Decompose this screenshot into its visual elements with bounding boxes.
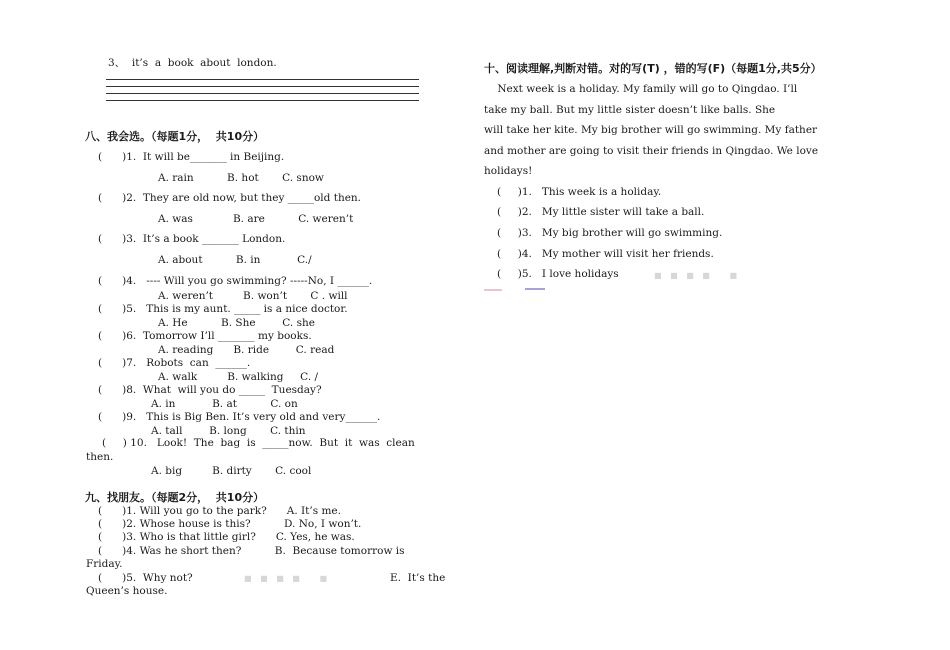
answer-line bbox=[106, 100, 419, 101]
question-7: ( )7. Robots can ______. bbox=[98, 357, 251, 369]
match-row-5-continued: Queen’s house. bbox=[86, 585, 168, 597]
match-row-4: ( )4. Was he short then? B. Because tomorrow is bbox=[98, 545, 405, 557]
judge-item-4: ( )4. My mother will visit her friends. bbox=[497, 248, 714, 260]
question-6: ( )6. Tomorrow I’ll _______ my books. bbox=[98, 330, 312, 342]
passage-line-5: holidays! bbox=[484, 165, 533, 177]
match-row-1: ( )1. Will you go to the park? A. It’s me. bbox=[98, 505, 341, 517]
question-2-options: A. was B. are C. weren’t bbox=[158, 213, 354, 225]
question-1: ( )1. It will be_______ in Beijing. bbox=[98, 151, 285, 163]
section9-header: 九、找朋友。（每题2分， 共10分） bbox=[85, 491, 265, 504]
faint-watermark: ■ ■ ■ ■ ■ bbox=[654, 271, 741, 280]
passage-line-4: and mother are going to visit their friends in Qingdao. We love bbox=[484, 145, 819, 157]
judge-item-5: ( )5. I love holidays bbox=[497, 268, 619, 280]
question-5-options: A. He B. She C. she bbox=[158, 317, 315, 329]
match-row-2: ( )2. Whose house is this? D. No, I won’t. bbox=[98, 518, 362, 530]
question-9: ( )9. This is Big Ben. It’s very old and very______. bbox=[98, 411, 381, 423]
answer-line bbox=[106, 93, 419, 94]
section8-header: 八、我会选。（每题1分， 共10分） bbox=[85, 130, 265, 143]
passage-line-3: will take her kite. My big brother will go swimming. My father bbox=[484, 124, 818, 136]
faint-mark bbox=[484, 289, 502, 291]
answer-line bbox=[106, 79, 419, 80]
passage-line-1: Next week is a holiday. My family will go to Qingdao. I’ll bbox=[484, 83, 798, 95]
question-4-options: A. weren’t B. won’t C . will bbox=[158, 290, 348, 302]
question-2: ( )2. They are old now, but they _____old then. bbox=[98, 192, 362, 204]
match-row-5: ( )5. Why not? bbox=[98, 572, 193, 584]
faint-watermark: ■ ■ ■ ■ ■ bbox=[244, 574, 331, 583]
section7-item3: 3、 it’s a book about london. bbox=[108, 57, 277, 69]
question-6-options: A. reading B. ride C. read bbox=[158, 344, 335, 356]
faint-mark bbox=[525, 288, 545, 290]
question-8: ( )8. What will you do _____ Tuesday? bbox=[98, 384, 322, 396]
judge-item-2: ( )2. My little sister will take a ball. bbox=[497, 206, 705, 218]
question-9-options: A. tall B. long C. thin bbox=[151, 425, 306, 437]
question-8-options: A. in B. at C. on bbox=[151, 398, 298, 410]
judge-item-1: ( )1. This week is a holiday. bbox=[497, 186, 662, 198]
judge-item-3: ( )3. My big brother will go swimming. bbox=[497, 227, 723, 239]
passage-line-2: take my ball. But my little sister doesn’t like balls. She bbox=[484, 104, 776, 116]
section10-header: 十、阅读理解,判断对错。对的写(T) ，错的写(F)（每题1分,共5分） bbox=[484, 62, 822, 75]
question-3-options: A. about B. in C./ bbox=[158, 254, 312, 266]
match-row-4-continued: Friday. bbox=[86, 558, 123, 570]
question-1-options: A. rain B. hot C. snow bbox=[158, 172, 324, 184]
question-4: ( )4. ---- Will you go swimming? -----No, I ______. bbox=[98, 275, 373, 287]
question-5: ( )5. This is my aunt. _____ is a nice doctor. bbox=[98, 303, 348, 315]
match-row-5-answer: E. It’s the bbox=[390, 572, 446, 584]
answer-line bbox=[106, 86, 419, 87]
question-7-options: A. walk B. walking C. / bbox=[158, 371, 319, 383]
question-10-options: A. big B. dirty C. cool bbox=[151, 465, 312, 477]
match-row-3: ( )3. Who is that little girl? C. Yes, he was. bbox=[98, 531, 355, 543]
question-3: ( )3. It’s a book _______ London. bbox=[98, 233, 286, 245]
question-10-continued: then. bbox=[86, 451, 114, 463]
question-10: ( ) 10. Look! The bag is _____now. But it was clean bbox=[102, 437, 415, 449]
